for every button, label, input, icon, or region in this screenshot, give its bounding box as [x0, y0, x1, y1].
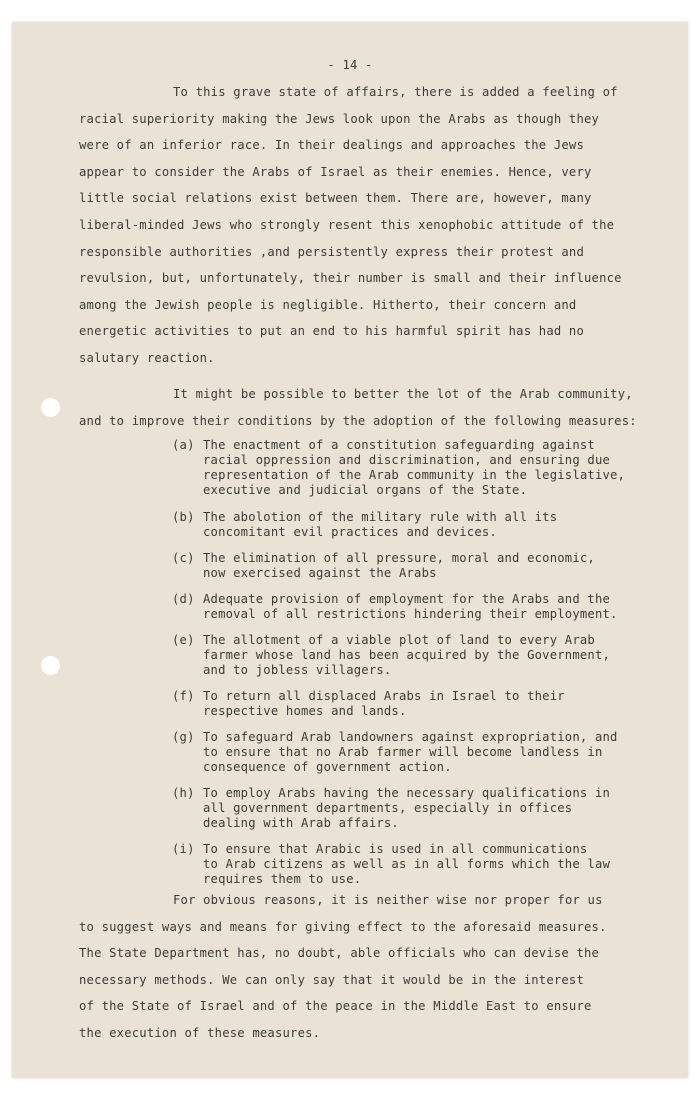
- text-line: all government departments, especially in offices: [203, 801, 573, 815]
- text-line: For obvious reasons, it is neither wise nor proper for us: [173, 893, 603, 907]
- punch-hole: [41, 398, 60, 417]
- text-line: To this grave state of affairs, there is added a feeling of: [173, 85, 618, 99]
- text-line: and to jobless villagers.: [203, 663, 392, 677]
- page-number: - 14 -: [327, 58, 373, 72]
- text-line: respective homes and lands.: [203, 704, 407, 718]
- text-line: salutary reaction.: [79, 350, 215, 365]
- paragraph-1: [79, 79, 659, 372]
- text-line: the execution of these measures.: [79, 1025, 321, 1040]
- item-label: (b): [172, 510, 195, 524]
- text-line: to Arab citizens as well as in all forms which the law: [203, 857, 611, 871]
- text-line: farmer whose land has been acquired by the Government,: [203, 648, 611, 662]
- text-line: little social relations exist between them. There are, however, many: [79, 191, 592, 206]
- item-label: (h): [172, 786, 195, 800]
- punch-hole: [41, 656, 60, 675]
- text-line: representation of the Arab community in the legislative,: [203, 468, 626, 482]
- item-label: (i): [172, 842, 195, 856]
- text-line: necessary methods. We can only say that it would be in the interest: [79, 972, 585, 987]
- text-line: racial superiority making the Jews look upon the Arabs as though they: [79, 111, 600, 126]
- text-line: revulsion, but, unfortunately, their number is small and their influence: [79, 271, 622, 286]
- measures-list: [172, 438, 672, 887]
- list-item: [172, 689, 672, 719]
- text-line: appear to consider the Arabs of Israel as their enemies. Hence, very: [79, 164, 592, 179]
- item-label: (a): [172, 438, 195, 452]
- text-line: To ensure that Arabic is used in all communications: [203, 842, 588, 856]
- text-line: The enactment of a constitution safeguarding against: [203, 438, 595, 452]
- text-line: consequence of government action.: [203, 760, 452, 774]
- paragraph-2: [79, 381, 659, 434]
- list-item: [172, 438, 672, 498]
- text-line: to suggest ways and means for giving effect to the aforesaid measures.: [79, 919, 607, 934]
- item-label: (g): [172, 730, 195, 744]
- item-label: (d): [172, 592, 195, 606]
- list-item: [172, 730, 672, 775]
- item-label: (c): [172, 551, 195, 565]
- text-line: now exercised against the Arabs: [203, 566, 437, 580]
- text-line: liberal-minded Jews who strongly resent this xenophobic attitude of the: [79, 217, 615, 232]
- text-line: racial oppression and discrimination, and ensuring due: [203, 453, 611, 467]
- item-label: (f): [172, 689, 195, 703]
- text-line: It might be possible to better the lot of the Arab community,: [173, 387, 633, 401]
- text-line: removal of all restrictions hindering their employment.: [203, 607, 618, 621]
- text-line: To safeguard Arab landowners against expropriation, and: [203, 730, 618, 744]
- text-line: executive and judicial organs of the State.: [203, 483, 528, 497]
- list-item: [172, 842, 672, 887]
- list-item: [172, 633, 672, 678]
- text-line: The abolotion of the military rule with all its: [203, 510, 558, 524]
- text-line: The State Department has, no doubt, able officials who can devise the: [79, 946, 600, 961]
- text-line: The allotment of a viable plot of land to every Arab: [203, 633, 595, 647]
- text-line: to ensure that no Arab farmer will become landless in: [203, 745, 603, 759]
- text-line: concomitant evil practices and devices.: [203, 525, 497, 539]
- list-item: [172, 510, 672, 540]
- text-line: and to improve their conditions by the adoption of the following measures:: [79, 413, 637, 428]
- text-line: To return all displaced Arabs in Israel to their: [203, 689, 565, 703]
- list-item: [172, 551, 672, 581]
- text-line: among the Jewish people is negligible. Hitherto, their concern and: [79, 297, 577, 312]
- text-line: Adequate provision of employment for the Arabs and the: [203, 592, 611, 606]
- text-line: responsible authorities ,and persistently express their protest and: [79, 244, 585, 259]
- text-line: requires them to use.: [203, 872, 362, 886]
- item-label: (e): [172, 633, 195, 647]
- text-line: The elimination of all pressure, moral and economic,: [203, 551, 595, 565]
- paragraph-3: [79, 887, 659, 1047]
- text-line: To employ Arabs having the necessary qualifications in: [203, 786, 611, 800]
- text-line: dealing with Arab affairs.: [203, 816, 399, 830]
- text-line: were of an inferior race. In their dealings and approaches the Jews: [79, 138, 585, 153]
- list-item: [172, 592, 672, 622]
- text-line: energetic activities to put an end to his harmful spirit has had no: [79, 324, 585, 339]
- list-item: [172, 786, 672, 831]
- text-line: of the State of Israel and of the peace in the Middle East to ensure: [79, 999, 592, 1014]
